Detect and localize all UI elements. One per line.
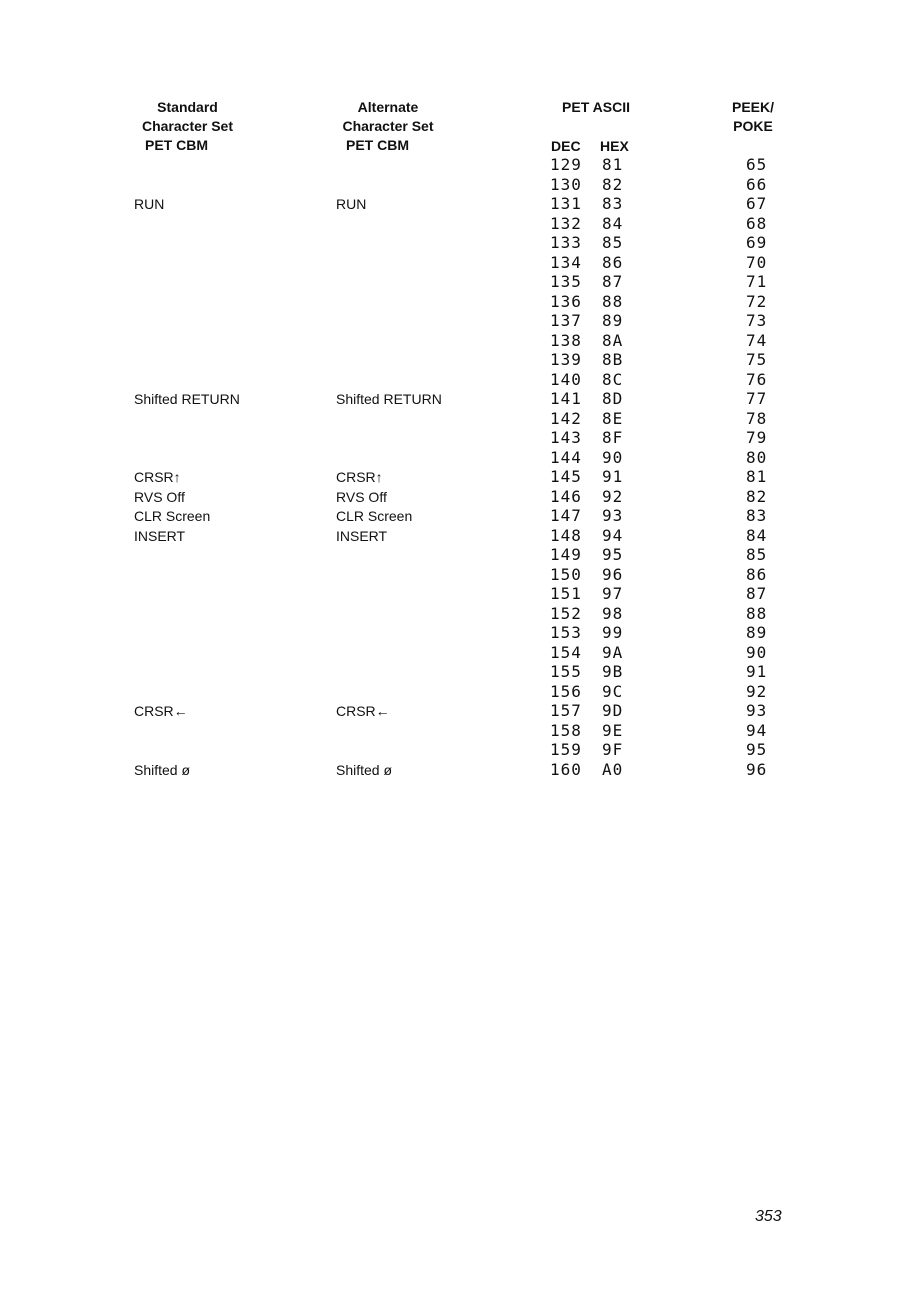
hex-cell: 83: [602, 194, 624, 213]
peek-poke-cell: 75: [746, 350, 768, 369]
dec-cell: 141: [550, 389, 582, 408]
dec-cell: 158: [550, 720, 582, 740]
header-alternate-line2: Character Set: [342, 118, 434, 134]
standard-charset-cell: CLR Screen: [134, 508, 211, 524]
standard-charset-cell: Shifted ø: [134, 761, 191, 778]
dec-cell: 135: [550, 272, 582, 291]
dec-cell: 130: [550, 174, 582, 194]
table-row: [0, 214, 917, 234]
header-pet-ascii-label: PET ASCII: [562, 99, 630, 115]
hex-cell: 9D: [602, 701, 624, 720]
hex-cell: 84: [602, 213, 624, 233]
page-number: 353: [755, 1208, 782, 1225]
dec-cell: 137: [550, 311, 582, 330]
table-row: [0, 253, 917, 273]
table-row: [0, 155, 917, 175]
table-row: [0, 175, 917, 195]
character-code-table: [0, 155, 917, 779]
dec-cell: 138: [550, 330, 582, 350]
dec-cell: 149: [550, 545, 582, 564]
peek-poke-cell: 86: [746, 564, 768, 584]
peek-poke-cell: 96: [746, 759, 768, 779]
standard-charset-cell: Shifted RETURN: [134, 391, 240, 407]
peek-poke-cell: 76: [746, 369, 768, 389]
table-row: [0, 623, 917, 643]
hex-cell: 8F: [602, 428, 624, 447]
peek-poke-cell: 73: [746, 311, 768, 330]
dec-cell: 145: [550, 467, 582, 486]
table-row: [0, 292, 917, 312]
table-row: [0, 233, 917, 253]
peek-poke-cell: 67: [746, 194, 768, 213]
table-row: [0, 643, 917, 663]
table-row: [0, 409, 917, 429]
dec-cell: 151: [550, 584, 582, 603]
dec-cell: 153: [550, 623, 582, 642]
hex-cell: A0: [602, 759, 624, 779]
hex-cell: 8A: [602, 330, 624, 350]
peek-poke-cell: 71: [746, 272, 768, 291]
hex-cell: 94: [602, 525, 624, 545]
peek-poke-cell: 82: [746, 486, 768, 506]
table-row: [0, 350, 917, 370]
alternate-charset-cell: Shifted ø: [336, 761, 393, 778]
peek-poke-cell: 87: [746, 584, 768, 603]
header-peek-line1: PEEK/: [731, 99, 774, 115]
table-row: [0, 370, 917, 390]
alternate-charset-cell: CRSR←: [336, 703, 390, 719]
hex-cell: 87: [602, 272, 624, 291]
dec-cell: 156: [550, 681, 582, 701]
dec-cell: 146: [550, 486, 582, 506]
dec-cell: 152: [550, 603, 582, 623]
alternate-charset-cell: CLR Screen: [336, 508, 413, 524]
peek-poke-cell: 66: [746, 174, 768, 194]
peek-poke-cell: 65: [746, 155, 768, 174]
peek-poke-cell: 89: [746, 623, 768, 642]
table-row: [0, 526, 917, 546]
peek-poke-cell: 91: [746, 662, 768, 681]
hex-cell: 9B: [602, 662, 624, 681]
dec-cell: 139: [550, 350, 582, 369]
table-row: [0, 682, 917, 702]
table-row: [0, 448, 917, 468]
dec-cell: 144: [550, 447, 582, 467]
table-row: [0, 428, 917, 448]
peek-poke-cell: 77: [746, 389, 768, 408]
header-standard-character-set: [120, 98, 255, 136]
standard-charset-cell: RVS Off: [134, 488, 185, 505]
table-row: [0, 604, 917, 624]
header-alternate-character-set: [318, 98, 458, 136]
standard-charset-cell: CRSR←: [134, 703, 188, 719]
table-row: [0, 389, 917, 409]
dec-cell: 160: [550, 759, 582, 779]
standard-charset-cell: RUN: [134, 196, 165, 212]
peek-poke-cell: 74: [746, 330, 768, 350]
hex-cell: 8B: [602, 350, 624, 369]
hex-cell: 92: [602, 486, 624, 506]
hex-cell: 90: [602, 447, 624, 467]
dec-cell: 157: [550, 701, 582, 720]
alternate-charset-cell: INSERT: [336, 527, 388, 544]
hex-cell: 93: [602, 506, 624, 525]
table-row: [0, 311, 917, 331]
peek-poke-cell: 70: [746, 252, 768, 272]
table-row: [0, 565, 917, 585]
hex-cell: 82: [602, 174, 624, 194]
table-row: [0, 584, 917, 604]
peek-poke-cell: 85: [746, 545, 768, 564]
header-standard-subcolumns: PET CBM: [145, 137, 208, 153]
dec-cell: 148: [550, 525, 582, 545]
hex-cell: 8D: [602, 389, 624, 408]
hex-cell: 8C: [602, 369, 624, 389]
table-row: [0, 721, 917, 741]
dec-cell: 131: [550, 194, 582, 213]
dec-cell: 143: [550, 428, 582, 447]
dec-cell: 147: [550, 506, 582, 525]
header-poke-line2: POKE: [733, 118, 773, 134]
hex-cell: 9E: [602, 720, 624, 740]
table-row: [0, 545, 917, 565]
hex-cell: 99: [602, 623, 624, 642]
hex-cell: 96: [602, 564, 624, 584]
header-alternate-line1: Alternate: [357, 99, 419, 115]
header-pet-ascii: [546, 98, 646, 117]
hex-cell: 9C: [602, 681, 624, 701]
peek-poke-cell: 78: [746, 408, 768, 428]
hex-cell: 89: [602, 311, 624, 330]
alternate-charset-cell: RUN: [336, 196, 367, 212]
peek-poke-cell: 80: [746, 447, 768, 467]
dec-cell: 133: [550, 233, 582, 252]
alternate-charset-cell: Shifted RETURN: [336, 391, 442, 407]
peek-poke-cell: 95: [746, 740, 768, 759]
dec-cell: 159: [550, 740, 582, 759]
header-standard-line1: Standard: [157, 99, 218, 115]
hex-cell: 97: [602, 584, 624, 603]
peek-poke-cell: 92: [746, 681, 768, 701]
header-hex: HEX: [600, 138, 629, 154]
hex-cell: 9F: [602, 740, 624, 759]
hex-cell: 8E: [602, 408, 624, 428]
peek-poke-cell: 93: [746, 701, 768, 720]
table-row: [0, 194, 917, 214]
table-row: [0, 487, 917, 507]
dec-cell: 155: [550, 662, 582, 681]
dec-cell: 150: [550, 564, 582, 584]
header-dec: DEC: [551, 138, 581, 154]
table-row: [0, 467, 917, 487]
alternate-charset-cell: CRSR↑: [336, 469, 383, 485]
dec-cell: 154: [550, 642, 582, 662]
peek-poke-cell: 69: [746, 233, 768, 252]
table-row: [0, 760, 917, 780]
table-row: [0, 701, 917, 721]
peek-poke-cell: 90: [746, 642, 768, 662]
header-standard-line2: Character Set: [141, 118, 234, 134]
dec-cell: 129: [550, 155, 582, 174]
peek-poke-cell: 72: [746, 291, 768, 311]
peek-poke-cell: 83: [746, 506, 768, 525]
hex-cell: 85: [602, 233, 624, 252]
alternate-charset-cell: RVS Off: [336, 488, 387, 505]
hex-cell: 9A: [602, 642, 624, 662]
hex-cell: 88: [602, 291, 624, 311]
header-peek-poke: [723, 98, 783, 136]
dec-cell: 134: [550, 252, 582, 272]
hex-cell: 98: [602, 603, 624, 623]
standard-charset-cell: INSERT: [134, 527, 186, 544]
header-alternate-subcolumns: PET CBM: [346, 137, 409, 153]
table-row: [0, 331, 917, 351]
peek-poke-cell: 94: [746, 720, 768, 740]
hex-cell: 91: [602, 467, 624, 486]
peek-poke-cell: 88: [746, 603, 768, 623]
standard-charset-cell: CRSR↑: [134, 469, 181, 485]
table-row: [0, 740, 917, 760]
peek-poke-cell: 68: [746, 213, 768, 233]
table-row: [0, 662, 917, 682]
dec-cell: 140: [550, 369, 582, 389]
peek-poke-cell: 84: [746, 525, 768, 545]
dec-cell: 136: [550, 291, 582, 311]
peek-poke-cell: 79: [746, 428, 768, 447]
dec-cell: 142: [550, 408, 582, 428]
hex-cell: 81: [602, 155, 624, 174]
hex-cell: 95: [602, 545, 624, 564]
dec-cell: 132: [550, 213, 582, 233]
table-row: [0, 506, 917, 526]
hex-cell: 86: [602, 252, 624, 272]
peek-poke-cell: 81: [746, 467, 768, 486]
table-row: [0, 272, 917, 292]
